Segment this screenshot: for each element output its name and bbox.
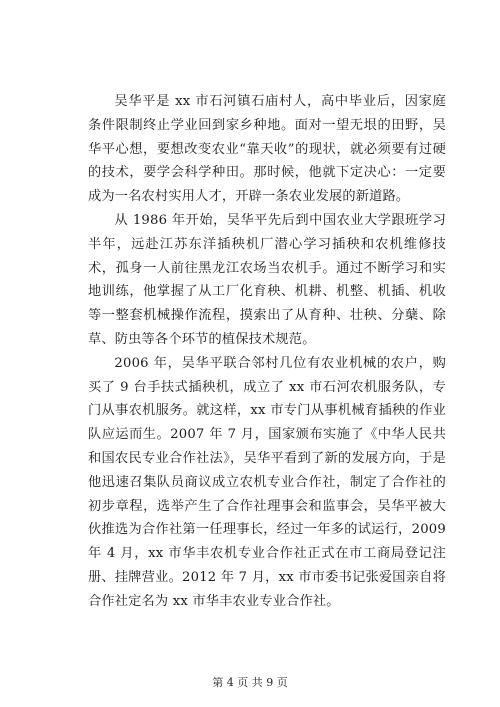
page-number-footer: 第 4 页 共 9 页 — [212, 676, 288, 689]
paragraph-3: 2006 年，吴华平联合邻村几位有农业机械的农户，购买了 9 台手扶式插秧机，成立了 xx 市石河农机服务队，专门从事农机服务。就这样，xx 市专门从事机械育插秧的作业队应运而生。2007 年 7 月，国家颁布实施了《中华人民共和国农民专业合作社法》，吴华平看到了新的发展方向，于是他迅速召集队员商议成立农机专业合作社，制定了合作社的初步章程，选举产生了合作社理事会和监事会，吴华平被大伙推选为合作社第一任理事长，经过一年多的试运行，2009 年 4 月，xx 市华丰农机专业合作社正式在市工商局登记注册、挂牌营业。2012 年 7 月，xx 市市委书记张爱国亲自将合作社定名为 xx 市华丰农业专业合作社。 — [88, 355, 446, 609]
paragraph-2: 从 1986 年开始，吴华平先后到中国农业大学跟班学习半年，远赴江苏东洋插秧机厂潜心学习插秧和农机维修技术，孤身一人前往黑龙江农场当农机手。通过不断学习和实地训练，他掌握了从工厂化育秧、机耕、机整、机插、机收等一整套机械操作流程，摸索出了从育种、壮秧、分蘖、除草、防虫等各个环节的植保技术规范。 — [88, 212, 446, 347]
body-text — [88, 90, 446, 614]
paragraph-1: 吴华平是 xx 市石河镇石庙村人，高中毕业后，因家庭条件限制终止学业回到家乡种地。面对一望无垠的田野，吴华平心想，要想改变农业“靠天收”的现状，就必须要有过硬的技术，要学会科学种田。那时候，他就下定决心：一定要成为一名农村实用人才，开辟一条农业发展的新道路。 — [88, 94, 446, 205]
